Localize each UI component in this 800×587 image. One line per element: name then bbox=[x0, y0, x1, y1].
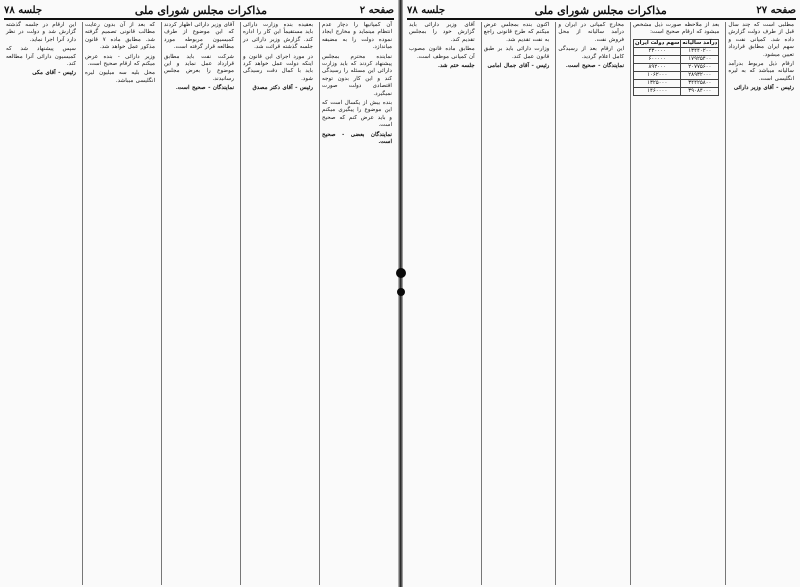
paragraph: ارقام ذیل مربوط بدرآمد سالیانه میباشد که به لیره انگلیسی است. bbox=[728, 61, 794, 82]
speaker-line: رئیس - آقای جمال امامی bbox=[487, 63, 550, 70]
table-header: درآمد سالیانه bbox=[682, 39, 718, 46]
paragraph: مخارج کمپانی در ایران و درآمد سالیانه از محل فروش نفت. bbox=[558, 22, 625, 43]
table-row bbox=[634, 79, 719, 87]
paragraph: نماینده محترم بمجلس پیشنهاد کردند که باید وزارت دارائی این مسئله را رسیدگی کند و این کار بدون توجه اقتصادی دولت صورت نمیگیرد. bbox=[322, 53, 392, 97]
table-row bbox=[634, 55, 719, 63]
right-column-5 bbox=[407, 22, 477, 585]
right-page-session: جلسه ۷۸ bbox=[407, 4, 446, 16]
right-page-title: مذاکرات مجلس شورای ملی bbox=[534, 3, 667, 17]
paragraph: بعد از ملاحظه صورت ذیل مشخص میشود که ارقام صحیح است: bbox=[633, 22, 720, 36]
revenue-table bbox=[633, 39, 719, 96]
paragraph: شرکت نفت باید مطابق قرارداد عمل نماید و این موضوع را بعرض مجلس رسانیدند. bbox=[164, 53, 234, 82]
left-page-session: جلسه ۷۸ bbox=[4, 4, 43, 16]
table-row bbox=[634, 87, 719, 95]
paragraph: آقای وزیر دارائی باید گزارش خود را بمجلس تقدیم کند. bbox=[409, 22, 475, 43]
table-cell: ۸۹۲۰۰۰ bbox=[634, 63, 681, 71]
paragraph: در مورد اجرای این قانون و اینکه دولت عمل خواهد کرد باید با کمال دقت رسیدگی شود. bbox=[243, 53, 313, 82]
right-column-3 bbox=[555, 22, 626, 585]
ink-blot bbox=[396, 268, 406, 278]
right-column-4 bbox=[481, 22, 552, 585]
paragraph: بنده بیش از یکسال است که این موضوع را پیگیری میکنم و باید عرض کنم که صحیح است. bbox=[322, 100, 392, 129]
table-cell: ۶۰۰۰۰۰ bbox=[634, 55, 681, 63]
right-page-header bbox=[407, 2, 796, 18]
speaker-line: نمایندگان - صحیح است. bbox=[565, 63, 625, 70]
left-page-title: مذاکرات مجلس شورای ملی bbox=[134, 3, 267, 17]
table-row bbox=[634, 63, 719, 71]
table-cell: ۱۳۴۴۰۲۰۰ bbox=[681, 47, 719, 55]
table-cell: ۱۰۶۲۰۰۰ bbox=[634, 71, 681, 79]
table-header-row bbox=[634, 39, 719, 47]
paragraph: سپس پیشنهاد شد که کمیسیون دارائی آنرا مطالعه کند. bbox=[6, 46, 76, 68]
right-page bbox=[403, 0, 800, 587]
paragraph: محل بلیه سه میلیون لیره انگلیسی میباشد. bbox=[85, 70, 155, 84]
left-header-rule bbox=[4, 18, 394, 20]
left-column-4 bbox=[82, 22, 157, 585]
speaker-line: جلسه ختم شد. bbox=[438, 63, 475, 70]
left-columns bbox=[4, 22, 394, 585]
left-column-1 bbox=[319, 22, 394, 585]
paragraph: بعقیده بنده وزارت دارائی باید مستقیماً این کار را اداره کند. گزارش وزیر دارائی در جلسه گذشته قرائت شد. bbox=[243, 22, 313, 51]
paragraph: این ارقام بعد از رسیدگی کامل اعلام گردید. bbox=[558, 46, 625, 60]
left-page-header bbox=[4, 2, 394, 18]
left-column-5 bbox=[4, 22, 78, 585]
left-column-3 bbox=[161, 22, 236, 585]
table-cell: ۱۳۲۵۰۰۰ bbox=[634, 79, 681, 87]
paragraph: اکنون بنده بمجلس عرض میکنم که طرح قانونی راجع به نفت تقدیم شد. bbox=[483, 22, 550, 43]
paragraph: این ارقام در جلسه گذشته گزارش شد و دولت در نظر دارد آنرا اجرا نماید. bbox=[6, 22, 76, 43]
paragraph: که بعد از آن بدون رعایت مطالب قانونی تصمیم گرفته شد. مطابق ماده ۷ قانون مذکور عمل خواهد شد. bbox=[85, 22, 155, 51]
table-header: سهم دولت ایران bbox=[635, 39, 680, 46]
table-cell: ۴۳۰۰۰۰ bbox=[634, 47, 681, 55]
table-cell: ۳۴۴۲۵۸۰۰ bbox=[681, 79, 719, 87]
right-column-1 bbox=[725, 22, 796, 585]
table-cell: ۳۹۰۸۴۰۰۰ bbox=[681, 87, 719, 95]
speaker-line: رئیس - آقای وزیر دارائی bbox=[733, 85, 794, 92]
table-cell: ۲۸۹۳۲۰۰۰ bbox=[681, 71, 719, 79]
ink-blot bbox=[397, 288, 405, 296]
left-page bbox=[0, 0, 398, 587]
table-cell: ۲۰۷۷۵۶۰۰ bbox=[681, 63, 719, 71]
paragraph: مطابق ماده قانون مصوب آن کمپانی موظف است. bbox=[409, 46, 475, 60]
right-page-number: صفحه ۲۷ bbox=[756, 4, 796, 16]
speaker-line: نمایندگان بعضی - صحیح است. bbox=[322, 131, 392, 146]
left-column-2 bbox=[240, 22, 315, 585]
table-cell: ۱۷۹۲۵۴۰۰ bbox=[681, 55, 719, 63]
paragraph: مطلبی است که چند سال قبل از طرف دولت گزارش داده شد. کمپانی نفت و سهم ایران مطابق قرارداد تعیین میشود. bbox=[728, 22, 794, 58]
speaker-line: رئیس - آقای مکی bbox=[32, 70, 76, 77]
right-column-2 bbox=[630, 22, 721, 585]
table-cell: ۱۴۶۰۰۰۰ bbox=[634, 87, 681, 95]
paragraph: وزارت دارائی باید بر طبق قانون عمل کند. bbox=[483, 46, 550, 60]
table-row bbox=[634, 47, 719, 55]
speaker-line: نمایندگان - صحیح است. bbox=[175, 85, 234, 92]
right-header-rule bbox=[407, 18, 796, 20]
right-columns bbox=[407, 22, 796, 585]
paragraph: آقای وزیر دارائی اظهار کردند که این موضوع از طرف کمیسیون مربوطه مورد مطالعه قرار گرفته است. bbox=[164, 22, 234, 51]
paragraph: وزیر دارائی - بنده عرض میکنم که ارقام صحیح است. bbox=[85, 53, 155, 68]
paragraph: آن کمپانیها را دچار عدم انتظام مینماید و مخارج ایجاد نموده دولت را به مضیقه میاندازد. bbox=[322, 22, 392, 51]
speaker-line: رئیس - آقای دکتر مصدق bbox=[252, 85, 313, 92]
left-page-number: صفحه ۲ bbox=[359, 4, 394, 16]
table-row bbox=[634, 71, 719, 79]
